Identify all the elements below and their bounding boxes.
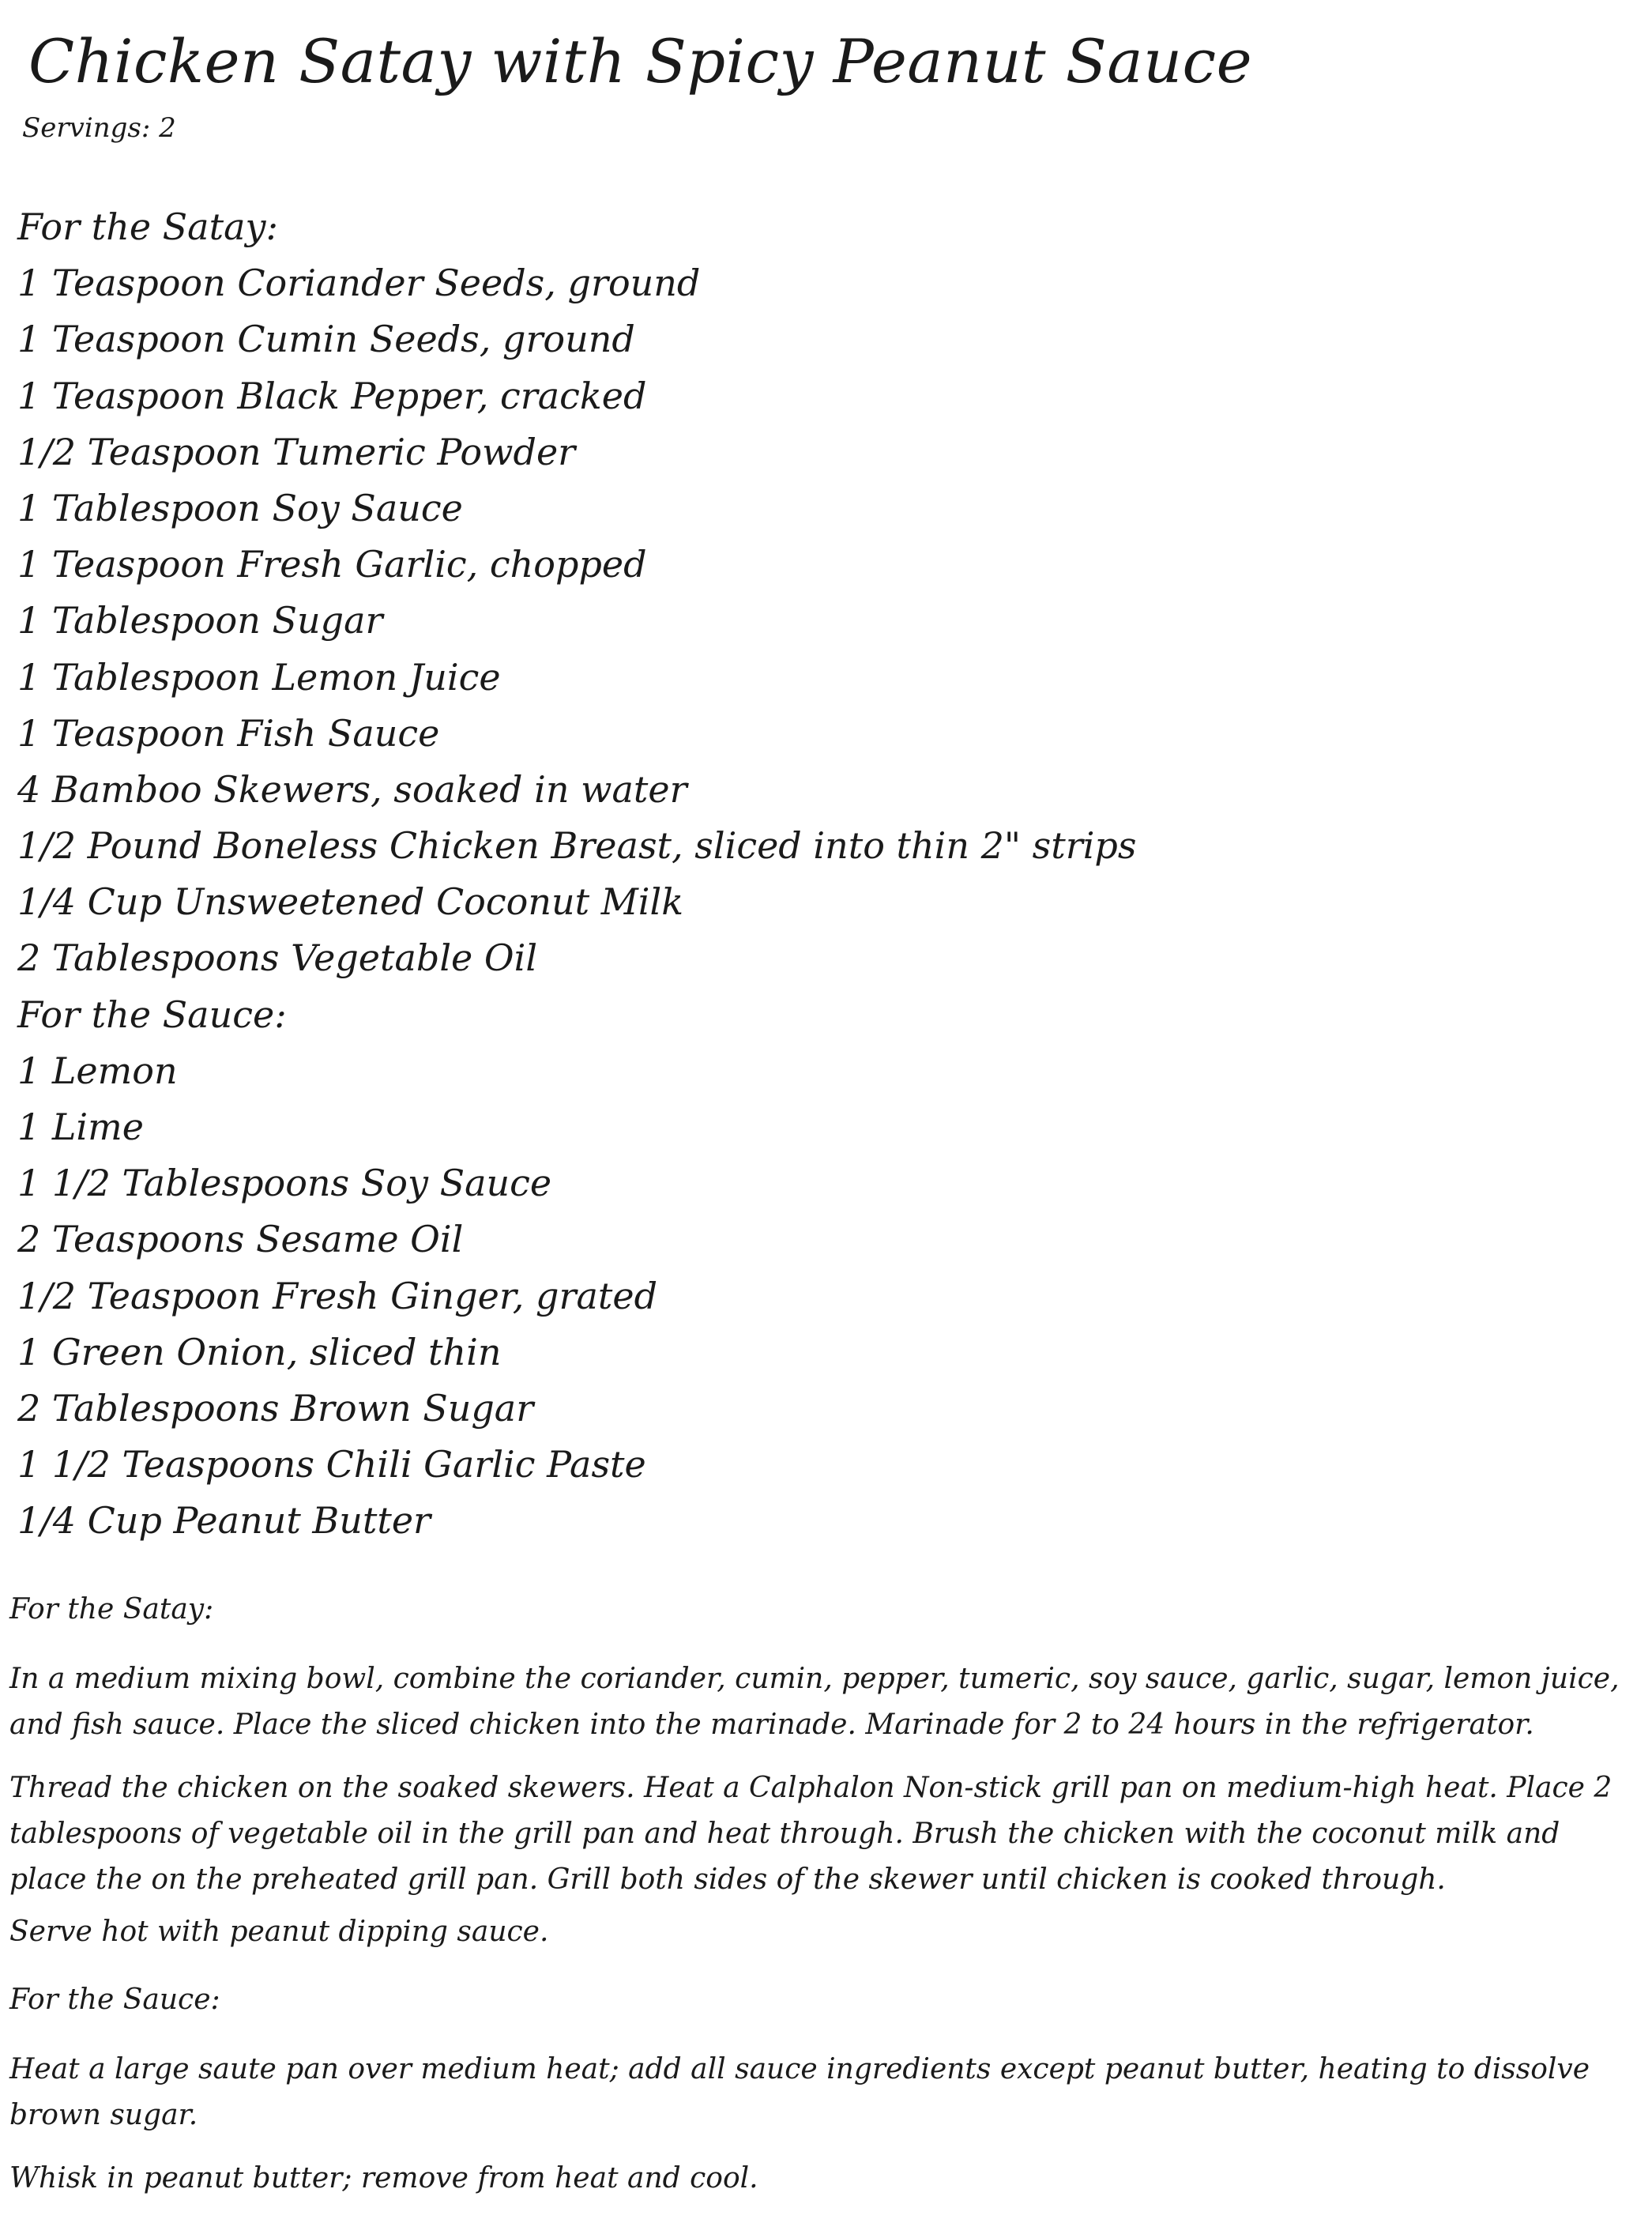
ingredient-item: 2 Tablespoons Vegetable Oil	[17, 936, 538, 980]
ingredient-item: 1 1/2 Teaspoons Chili Garlic Paste	[17, 1443, 646, 1486]
ingredient-item: 4 Bamboo Skewers, soaked in water	[17, 767, 687, 811]
ingredient-item: 1 Teaspoon Fresh Garlic, chopped	[17, 543, 647, 586]
ingredient-item: 1/4 Cup Unsweetened Coconut Milk	[17, 880, 684, 924]
ingredient-item: 1 Teaspoon Cumin Seeds, ground	[17, 318, 635, 361]
ingredient-item: 1 Tablespoon Lemon Juice	[17, 655, 501, 699]
direction-step: Whisk in peanut butter; remove from heat and cool.	[9, 2162, 758, 2195]
servings-label: Servings: 2	[22, 112, 176, 144]
direction-step: Serve hot with peanut dipping sauce.	[9, 1916, 549, 1948]
directions-section	[9, 1588, 1637, 2219]
ingredient-item: 1 1/2 Tablespoons Soy Sauce	[17, 1162, 552, 1205]
ingredient-item: 2 Teaspoons Sesame Oil	[17, 1218, 464, 1261]
ingredient-item: 2 Tablespoons Brown Sugar	[17, 1386, 534, 1430]
ingredient-item: 1/4 Cup Peanut Butter	[17, 1499, 431, 1543]
ingredient-item: 1 Green Onion, sliced thin	[17, 1330, 502, 1373]
ingredient-item: 1 Teaspoon Coriander Seeds, ground	[17, 262, 701, 305]
ingredient-item: 1 Tablespoon Sugar	[17, 599, 383, 642]
sauce-directions-heading: For the Sauce:	[9, 1984, 220, 2016]
ingredient-list	[17, 199, 1136, 1550]
ingredient-item: 1 Lime	[17, 1106, 144, 1148]
ingredient-item: 1 Teaspoon Black Pepper, cracked	[17, 374, 647, 417]
satay-ingredients-heading: For the Satay:	[17, 205, 278, 248]
ingredient-item: 1/2 Pound Boneless Chicken Breast, sliced into thin 2" strips	[17, 824, 1137, 868]
ingredient-item: 1/2 Teaspoon Fresh Ginger, grated	[17, 1274, 658, 1317]
direction-step: Thread the chicken on the soaked skewers. Heat a Calphalon Non-stick grill pan on medium-high heat. Place 2 tablespoons of vegetable oil in the grill pan and heat through. Brush the chicken with the coconut milk and place the on the preheated grill pan. Grill both sides of the skewer until chicken is cooked through.	[9, 1772, 1612, 1896]
ingredient-item: 1 Lemon	[17, 1049, 178, 1092]
ingredient-item: 1/2 Teaspoon Tumeric Powder	[17, 430, 576, 473]
recipe-title: Chicken Satay with Spicy Peanut Sauce	[28, 26, 1253, 96]
ingredient-item: 1 Tablespoon Soy Sauce	[17, 486, 463, 529]
sauce-ingredients-heading: For the Sauce:	[17, 993, 287, 1036]
ingredient-item: 1 Teaspoon Fish Sauce	[17, 711, 440, 755]
direction-step: Heat a large saute pan over medium heat; add all sauce ingredients except peanut butter, heating to dissolve brown sugar.	[9, 2053, 1590, 2131]
satay-directions-heading: For the Satay:	[9, 1593, 214, 1626]
direction-step: In a medium mixing bowl, combine the coriander, cumin, pepper, tumeric, soy sauce, garlic, sugar, lemon juice, and fish sauce. Place the sliced chicken into the marinade. Marinade for 2 to 24 hours in the refrigerator.	[9, 1663, 1620, 1741]
